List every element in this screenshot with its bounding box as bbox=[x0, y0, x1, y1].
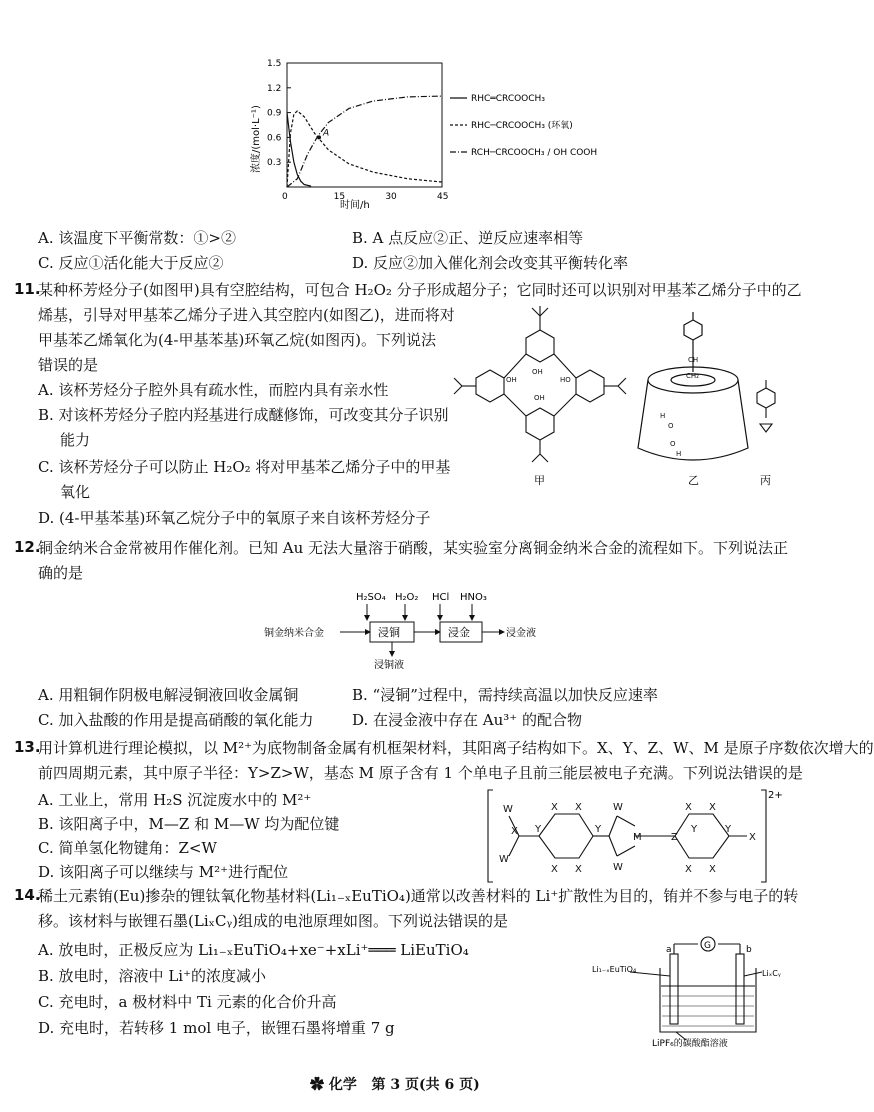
q13-option-b: B. 该阳离子中，M—Z 和 M—W 均为配位键 bbox=[38, 815, 340, 833]
fig-label-jia: 甲 bbox=[534, 474, 545, 487]
flow-input-hcl: HCl bbox=[432, 592, 450, 603]
legend-2: RHC─CRCOOCH₃ (环氧) bbox=[471, 121, 573, 131]
q10-option-c: C. 反应①活化能大于反应② bbox=[38, 254, 224, 272]
q11-figures bbox=[448, 300, 788, 495]
svg-text:W: W bbox=[503, 804, 513, 815]
q14-stem-line2: 移。该材料与嵌锂石墨(LiₓCᵧ)组成的电池原理如图。下列说法错误的是 bbox=[38, 912, 508, 930]
chart-legend bbox=[450, 94, 597, 158]
q12-option-d: D. 在浸金液中存在 Au³⁺ 的配合物 bbox=[352, 711, 582, 729]
q11-option-a: A. 该杯芳烃分子腔外具有疏水性，而腔内具有亲水性 bbox=[38, 381, 389, 399]
q14-number: 14. bbox=[14, 886, 41, 904]
flow-box-au-leach: 浸金 bbox=[448, 626, 470, 639]
series-line-3 bbox=[287, 96, 442, 187]
q11-option-b: B. 对该杯芳烃分子腔内羟基进行成醚修饰，可改变其分子识别 bbox=[38, 406, 449, 424]
legend-1: RHC═CRCOOCH₃ bbox=[471, 94, 545, 104]
q12-flowchart bbox=[260, 586, 560, 670]
electrode-a-label: a bbox=[666, 945, 672, 955]
svg-text:Y: Y bbox=[725, 824, 732, 835]
svg-text:X: X bbox=[575, 802, 582, 813]
q11-option-b-cont: 能力 bbox=[60, 431, 91, 449]
q14-option-a: A. 放电时，正极反应为 Li₁₋ₓEuTiO₄+xe⁻+xLi⁺═══ LiEuTiO₄ bbox=[38, 941, 469, 959]
cation-charge: 2+ bbox=[768, 790, 783, 801]
q12-option-b: B. “浸铜”过程中，需持续高温以加快反应速率 bbox=[352, 686, 658, 704]
y-tick-label: 1.2 bbox=[267, 83, 282, 94]
fig-label-bing: 丙 bbox=[760, 474, 771, 487]
svg-text:X: X bbox=[685, 864, 692, 875]
svg-text:X: X bbox=[575, 864, 582, 875]
flow-end: 浸金液 bbox=[506, 628, 536, 639]
svg-text:X: X bbox=[551, 864, 558, 875]
q10-option-b: B. A 点反应②正、逆反应速率相等 bbox=[352, 229, 584, 247]
flow-box-cu-leach: 浸铜 bbox=[378, 626, 400, 639]
q12-stem-line2: 确的是 bbox=[38, 564, 84, 582]
svg-text:CH₂: CH₂ bbox=[686, 372, 699, 380]
plot-frame bbox=[287, 63, 442, 187]
q13-stem-line2: 前四周期元素，其中原子半径：Y>Z>W，基态 M 原子含有 1 个单电子且前三能层被电子充满。下列说法错误的是 bbox=[38, 764, 803, 782]
svg-text:X: X bbox=[685, 802, 692, 813]
svg-text:Z: Z bbox=[671, 832, 678, 843]
y-tick-label: 0.9 bbox=[267, 108, 282, 119]
svg-text:X: X bbox=[709, 802, 716, 813]
q14-option-d: D. 充电时，若转移 1 mol 电子，嵌锂石墨将增重 7 g bbox=[38, 1019, 395, 1037]
y-tick-label: 1.5 bbox=[267, 59, 282, 69]
q13-cation-structure bbox=[485, 786, 785, 886]
q11-number: 11. bbox=[14, 280, 41, 298]
x-tick-label: 15 bbox=[333, 192, 346, 202]
q14-stem-line1: 稀土元素铕(Eu)掺杂的锂钛氧化物基材料(Li₁₋ₓEuTiO₄)通常以改善材料的 Li⁺扩散性为目的，铕并不参与电子的转 bbox=[38, 887, 799, 905]
svg-text:X: X bbox=[709, 864, 716, 875]
svg-text:O: O bbox=[670, 440, 676, 448]
q10-option-a: A. 该温度下平衡常数：①>② bbox=[38, 229, 236, 247]
svg-text:W: W bbox=[499, 854, 509, 865]
concentration-time-chart bbox=[245, 55, 598, 215]
svg-text:O: O bbox=[668, 422, 674, 430]
q14-option-b: B. 放电时，溶液中 Li⁺的浓度减小 bbox=[38, 967, 267, 985]
svg-text:OH: OH bbox=[506, 376, 517, 384]
q10-option-d: D. 反应②加入催化剂会改变其平衡转化率 bbox=[352, 254, 629, 272]
electrolyte-label: LiPF₆的碳酸酯溶液 bbox=[652, 1039, 728, 1049]
galvanometer-label: G bbox=[704, 941, 711, 951]
electrode-b-material: LiₓCᵧ bbox=[762, 969, 781, 978]
chart-xlabel: 时间/h bbox=[340, 200, 370, 211]
svg-text:OH: OH bbox=[532, 368, 543, 376]
svg-text:M: M bbox=[633, 832, 642, 843]
svg-text:OH: OH bbox=[534, 394, 545, 402]
q11-stem-line2: 烯基，引导对甲基苯乙烯分子进入其空腔内(如图乙)，进而将对 bbox=[38, 306, 455, 324]
q12-option-c: C. 加入盐酸的作用是提高硝酸的氧化能力 bbox=[38, 711, 314, 729]
svg-text:H: H bbox=[676, 450, 682, 458]
chart-ylabel: 浓度/(mol·L⁻¹) bbox=[251, 105, 262, 173]
svg-text:H: H bbox=[660, 412, 666, 420]
svg-text:HO: HO bbox=[560, 376, 571, 384]
svg-text:X: X bbox=[551, 802, 558, 813]
q11-stem-line4: 错误的是 bbox=[38, 356, 99, 374]
svg-text:Y: Y bbox=[595, 824, 602, 835]
y-tick-label: 0.6 bbox=[267, 133, 282, 144]
q11-option-c-cont: 氧化 bbox=[60, 483, 91, 501]
q11-stem-line1: 某种杯芳烃分子(如图甲)具有空腔结构，可包合 H₂O₂ 分子形成超分子；它同时还可以识别对甲基苯乙烯分子中的乙 bbox=[38, 281, 802, 299]
q14-option-c: C. 充电时，a 极材料中 Ti 元素的化合价升高 bbox=[38, 993, 337, 1011]
y-tick-label: 0.3 bbox=[267, 158, 282, 169]
svg-text:W: W bbox=[613, 862, 623, 873]
page-footer bbox=[310, 1074, 480, 1094]
q13-stem-line1: 用计算机进行理论模拟，以 M²⁺为底物制备金属有机框架材料，其阳离子结构如下。X、Y、Z、W、M 是原子序数依次增大的 bbox=[38, 739, 874, 757]
q13-option-c: C. 简单氢化物键角：Z<W bbox=[38, 839, 217, 857]
flow-output-cu-liquid: 浸铜液 bbox=[374, 660, 404, 671]
flow-input-h2so4: H₂SO₄ bbox=[356, 592, 386, 603]
footer-subject: 化学 bbox=[328, 1077, 357, 1093]
chart-lines bbox=[287, 96, 442, 187]
series-line-1 bbox=[287, 113, 311, 187]
q12-number: 12. bbox=[14, 538, 41, 556]
svg-text:CH: CH bbox=[688, 356, 699, 364]
x-tick-label: 45 bbox=[437, 192, 449, 202]
q11-option-c: C. 该杯芳烃分子可以防止 H₂O₂ 将对甲基苯乙烯分子中的甲基 bbox=[38, 458, 451, 476]
flow-start: 铜金纳米合金 bbox=[264, 628, 324, 639]
svg-text:Y: Y bbox=[535, 824, 542, 835]
q11-stem-line3: 甲基苯乙烯氧化为(4-甲基苯基)环氧乙烷(如图丙)。下列说法 bbox=[38, 331, 437, 349]
flow-input-hno3: HNO₃ bbox=[460, 592, 487, 603]
calixarene-structure bbox=[454, 306, 626, 462]
x-tick-label: 0 bbox=[282, 192, 288, 202]
epoxide-structure bbox=[757, 380, 775, 432]
svg-text:W: W bbox=[613, 802, 623, 813]
q12-stem-line1: 铜金纳米合金常被用作催化剂。已知 Au 无法大量溶于硝酸，某实验室分离铜金纳米合金的流程如下。下列说法正 bbox=[38, 539, 789, 557]
svg-text:Y: Y bbox=[691, 824, 698, 835]
q13-option-d: D. 该阳离子可以继续与 M²⁺进行配位 bbox=[38, 863, 289, 881]
footer-page: 第 3 页(共 6 页) bbox=[371, 1077, 480, 1093]
q14-battery-diagram bbox=[590, 936, 790, 1048]
q11-option-d: D. (4-甲基苯基)环氧乙烷分子中的氧原子来自该杯芳烃分子 bbox=[38, 509, 431, 527]
electrode-a-material: Li₁₋ₓEuTiO₄ bbox=[592, 965, 637, 974]
x-tick-label: 30 bbox=[385, 192, 397, 202]
svg-text:X: X bbox=[511, 826, 518, 837]
cavity-structure bbox=[638, 312, 748, 460]
footer-logo-icon: ✿ bbox=[310, 1077, 324, 1093]
fig-label-yi: 乙 bbox=[688, 474, 699, 487]
point-a-marker bbox=[317, 135, 321, 139]
q13-number: 13. bbox=[14, 738, 41, 756]
legend-3: RCH─CRCOOCH₃ / OH COOH bbox=[471, 148, 598, 158]
point-a-label: A bbox=[323, 128, 330, 139]
q12-option-a: A. 用粗铜作阴极电解浸铜液回收金属铜 bbox=[38, 686, 299, 704]
svg-text:X: X bbox=[749, 832, 756, 843]
flow-input-h2o2: H₂O₂ bbox=[395, 592, 419, 603]
q13-option-a: A. 工业上，常用 H₂S 沉淀废水中的 M²⁺ bbox=[38, 791, 312, 809]
electrode-b-label: b bbox=[746, 945, 752, 955]
